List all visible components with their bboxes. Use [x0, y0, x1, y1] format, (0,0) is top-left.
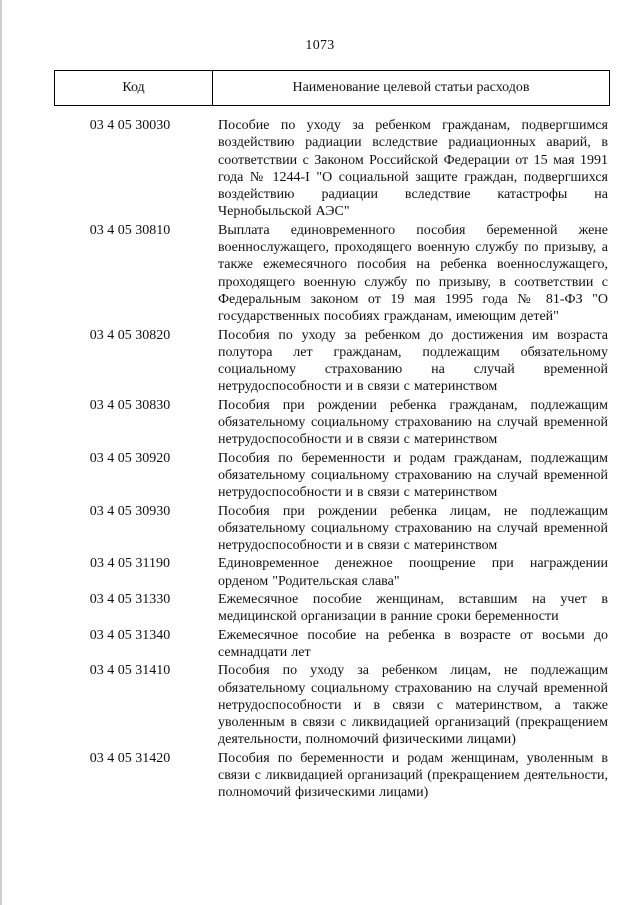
- table-row: [54, 627, 610, 662]
- table-row: [54, 503, 610, 555]
- row-code: 03 4 05 31410: [89, 663, 171, 679]
- row-description: Пособия при рождении ребенка гражданам, подлежащим обязательному социальному страхованию на случай временной нетрудоспособности и в связи с материнством: [218, 397, 608, 448]
- row-code: 03 4 05 30920: [89, 450, 171, 466]
- table-row: [54, 591, 610, 626]
- row-description: Пособия по уходу за ребенком лицам, не подлежащим обязательному социальному страхованию на случай временной нетрудоспособности и в связи с материнством, а также уволенным в связи с ликвидацией организаций (прекращением деятельности, полномочий физическими лицами): [218, 663, 608, 748]
- table-row: [54, 117, 610, 221]
- table-body: [54, 117, 610, 803]
- table-row: [54, 327, 610, 396]
- row-code: 03 4 05 31190: [90, 556, 170, 572]
- row-code: 03 4 05 30030: [89, 118, 171, 133]
- row-code: 03 4 05 31420: [89, 750, 171, 766]
- row-code: 03 4 05 30830: [89, 397, 171, 413]
- row-description: Ежемесячное пособие на ребенка в возрасте от восьми до семнадцати лет: [218, 627, 608, 660]
- row-code: 03 4 05 30930: [89, 503, 171, 519]
- row-code: 03 4 05 30820: [89, 327, 171, 343]
- table-row: [54, 222, 610, 326]
- row-description: Единовременное денежное поощрение при награждении орденом "Родительская слава": [218, 556, 608, 589]
- header-name: Наименование целевой статьи расходов: [292, 80, 530, 95]
- header-code: Код: [55, 71, 213, 105]
- row-description: Пособия по беременности и родам гражданам, подлежащим обязательному социальному страхованию на случай временной нетрудоспособности и в связи с материнством: [218, 450, 608, 501]
- table-header: [54, 70, 610, 106]
- table-row: [54, 750, 610, 802]
- table-row: [54, 662, 610, 748]
- page-number: 1073: [305, 38, 335, 53]
- table-row: [54, 555, 610, 590]
- table-row: [54, 450, 610, 502]
- table-row: [54, 397, 610, 449]
- row-description: Пособия по уходу за ребенком до достижения им возраста полутора лет гражданам, подлежащим обязательному социальному страхованию на случай временной нетрудоспособности и в связи с материнством: [218, 327, 608, 395]
- row-code: 03 4 05 30810: [89, 222, 171, 238]
- row-description: Выплата единовременного пособия беременной жене военнослужащего, проходящего военную службу по призыву, а также ежемесячного пособия на ребенка военнослужащего, проходящего военную службу по призыву, в соответствии с Федеральным законом от 19 мая 1995 года № 81-ФЗ "О государственных пособиях гражданам, имеющим детей": [218, 222, 608, 325]
- row-description: Ежемесячное пособие женщинам, вставшим на учет в медицинской организации в ранние сроки беременности: [218, 592, 608, 625]
- row-description: Пособие по уходу за ребенком гражданам, подвергшимся воздействию радиации вследствие радиационных аварий, в соответствии с Законом Российской Федерации от 15 мая 1991 года № 1244-I "О социальной защите граждан, подвергшихся воздействию радиации вследствие катастрофы на Чернобыльской АЭС": [218, 118, 608, 220]
- row-description: Пособия по беременности и родам женщинам, уволенным в связи с ликвидацией организаций (прекращением деятельности, полномочий физическими лицами): [218, 750, 608, 801]
- row-description: Пособия при рождении ребенка лицам, не подлежащим обязательному социальному страхованию на случай временной нетрудоспособности и в связи с материнством: [218, 503, 608, 554]
- row-code: 03 4 05 31340: [89, 627, 171, 643]
- row-code: 03 4 05 31330: [89, 592, 171, 608]
